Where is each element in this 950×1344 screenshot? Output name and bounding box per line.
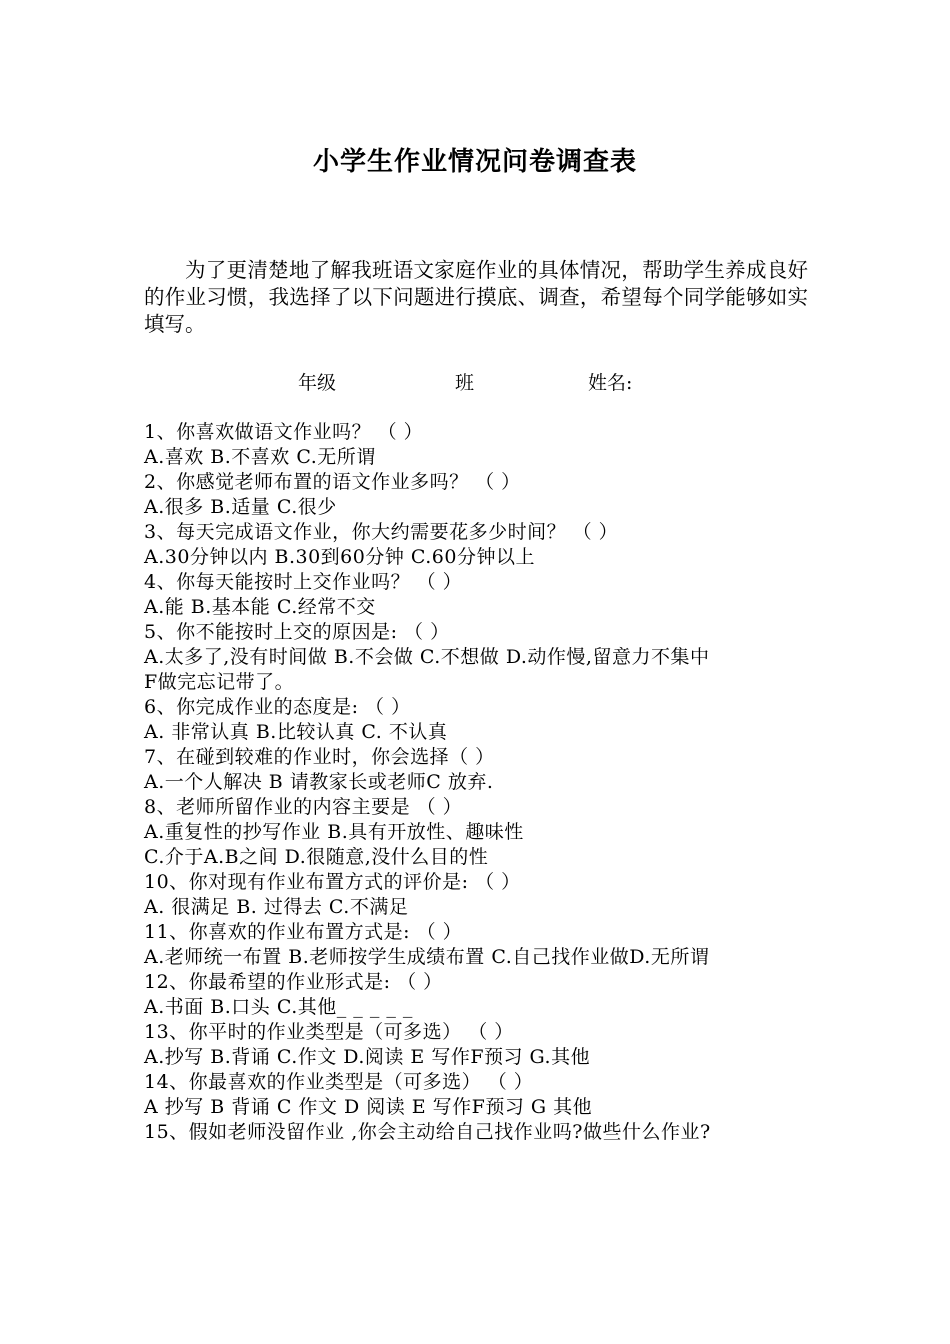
name-label: 姓名: [588,372,633,394]
question-line: 15、假如老师没留作业 ,你会主动给自己找作业吗?做些什么作业? [144,1121,711,1143]
answer-options: A 抄写 B 背诵 C 作文 D 阅读 E 写作F预习 G 其他 [144,1096,593,1118]
answer-options: A.书面 B.口头 C.其他_ _ _ _ _ [144,996,413,1018]
answer-options: A.重复性的抄写作业 B.具有开放性、趣味性 [144,821,524,843]
answer-options: A. 很满足 B. 过得去 C.不满足 [144,896,409,918]
question-line: 4、你每天能按时上交作业吗？ （ ） [144,571,463,593]
answer-options: A.抄写 B.背诵 C.作文 D.阅读 E 写作F预习 G.其他 [144,1046,591,1068]
question-line: 6、你完成作业的态度是: （ ） [144,696,411,718]
answer-options: A.30分钟以内 B.30到60分钟 C.60分钟以上 [144,546,535,568]
question-line: 10、你对现有作业布置方式的评价是: （ ） [144,871,521,893]
answer-options: A.能 B.基本能 C.经常不交 [144,596,376,618]
question-line: 8、老师所留作业的内容主要是 （ ） [144,796,463,818]
class-label: 班 [455,372,475,394]
question-line: 14、你最喜欢的作业类型是（可多选） （ ） [144,1071,534,1093]
question-line: 2、你感觉老师布置的语文作业多吗？ （ ） [144,471,521,493]
question-line: 3、每天完成语文作业，你大约需要花多少时间？ （ ） [144,521,619,543]
question-line: 12、你最希望的作业形式是: （ ） [144,971,443,993]
answer-options: F做完忘记带了。 [144,671,295,693]
question-line: 13、你平时的作业类型是（可多选） （ ） [144,1021,514,1043]
page-title: 小学生作业情况问卷调查表 [312,147,637,177]
answer-options: A.老师统一布置 B.老师按学生成绩布置 C.自己找作业做D.无所谓 [144,946,710,968]
student-info-row [0,369,950,397]
question-line: 7、在碰到较难的作业时，你会选择（ ） [144,746,495,768]
answer-options: C.介于A.B之间 D.很随意,没什么目的性 [144,846,489,868]
answer-options: A.喜欢 B.不喜欢 C.无所谓 [144,446,376,468]
answer-options: A.很多 B.适量 C.很少 [144,496,337,518]
intro-paragraph: 为了更清楚地了解我班语文家庭作业的具体情况，帮助学生养成良好的作业习惯，我选择了以下问题进行摸底、调查，希望每个同学能够如实填写。 [144,258,808,336]
answer-options: A.一个人解决 B 请教家长或老师C 放弃. [144,771,494,793]
question-list [144,420,820,1145]
question-line: 1、你喜欢做语文作业吗？ （ ） [144,421,424,443]
answer-options: A. 非常认真 B.比较认真 C. 不认真 [144,721,448,743]
question-line: 5、你不能按时上交的原因是: （ ） [144,621,450,643]
question-line: 11、你喜欢的作业布置方式是: （ ） [144,921,463,943]
answer-options: A.太多了,没有时间做 B.不会做 C.不想做 D.动作慢,留意力不集中 [144,646,710,668]
grade-label: 年级 [298,372,337,394]
